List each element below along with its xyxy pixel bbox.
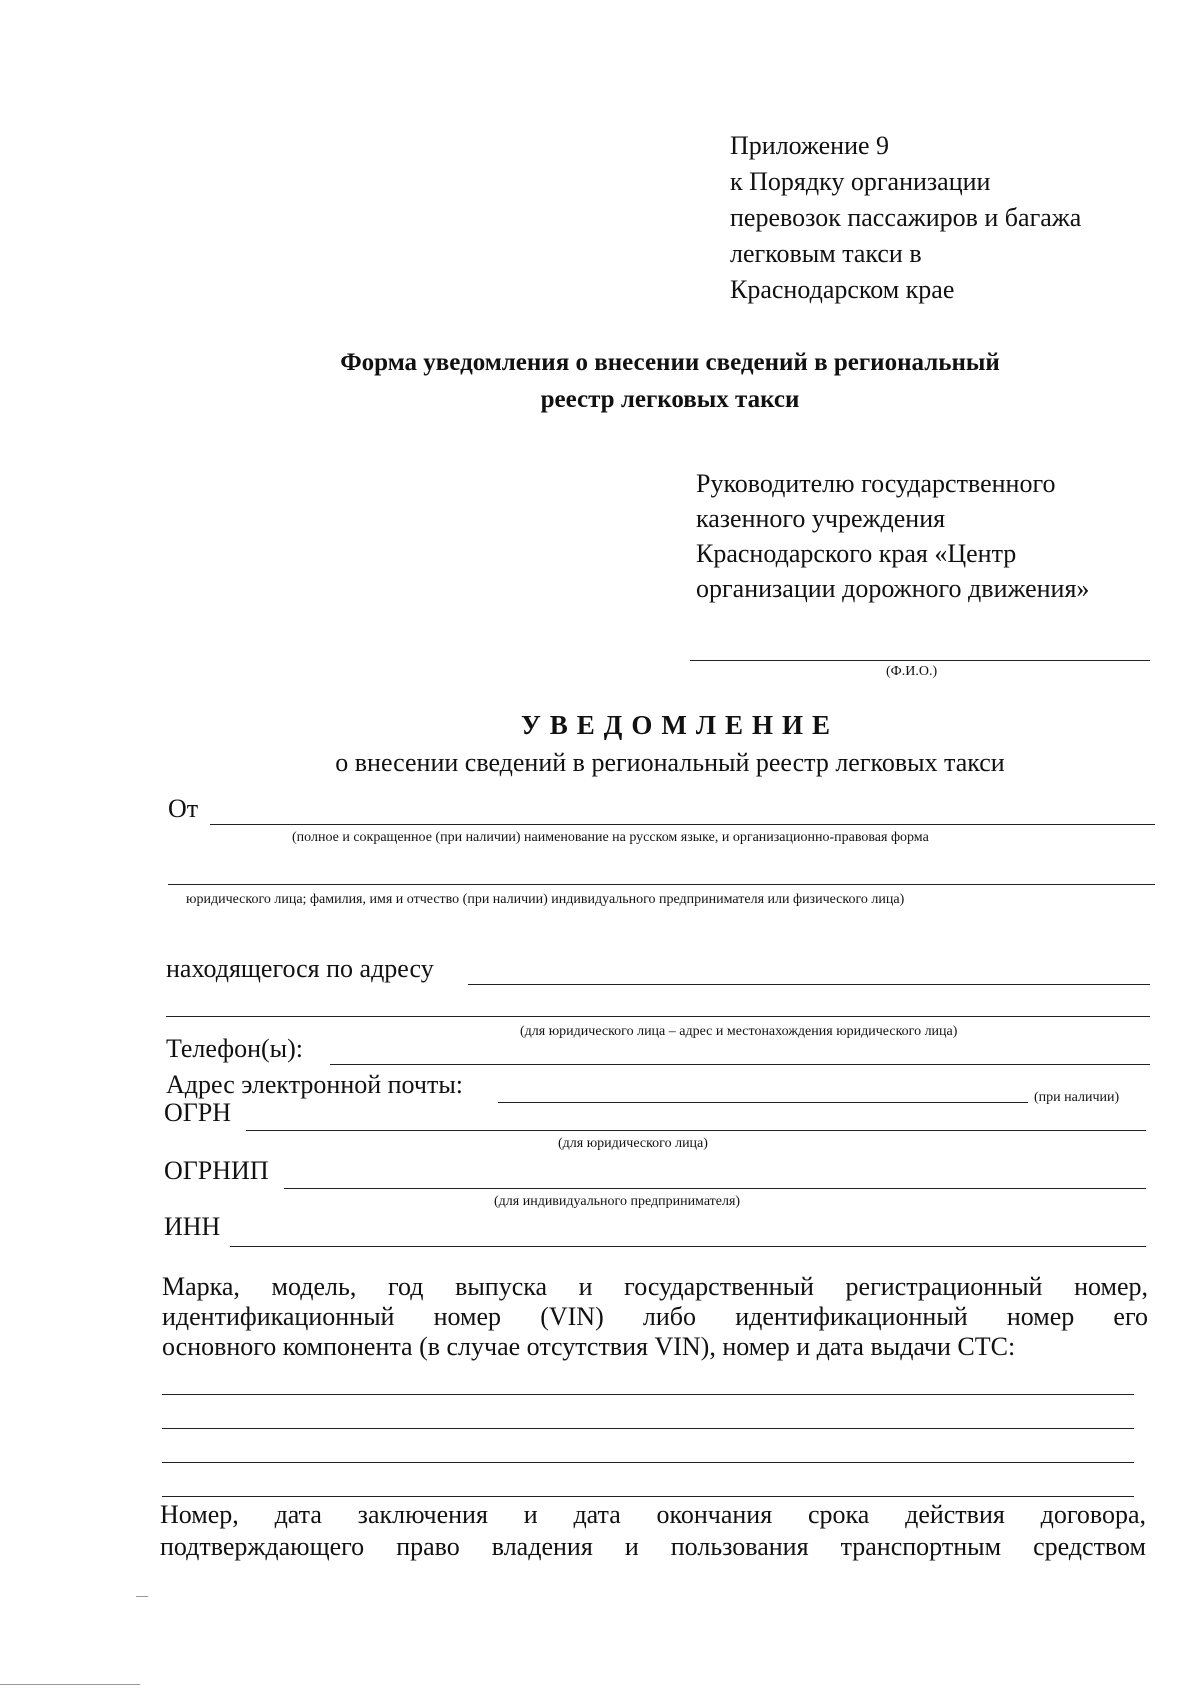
phone-line[interactable] (330, 1064, 1150, 1065)
from-line-1[interactable] (210, 824, 1155, 825)
fio-hint: (Ф.И.О.) (886, 664, 938, 679)
email-line[interactable] (498, 1102, 1028, 1103)
vehicle-paragraph-line1: Марка, модель, год выпуска и государственный регистрационный номер, (162, 1272, 1148, 1301)
scan-artifact (0, 1684, 140, 1685)
form-title (240, 344, 1100, 418)
notice-subtitle: о внесении сведений в региональный реестр легковых такси (335, 748, 1005, 777)
vehicle-paragraph-line2: идентификационный номер (VIN) либо идентификационный номер его (162, 1302, 1148, 1331)
from-hint-2: юридического лица; фамилия, имя и отчество (при наличии) индивидуального предпринимателя или физического лица) (186, 892, 905, 907)
ogrnip-label: ОГРНИП (164, 1156, 269, 1185)
notice-title: УВЕДОМЛЕНИЕ (520, 710, 840, 740)
vehicle-line-1[interactable] (162, 1394, 1134, 1395)
contract-paragraph-line1: Номер, дата заключения и дата окончания срока действия договора, (160, 1500, 1146, 1529)
phone-label: Телефон(ы): (166, 1034, 304, 1063)
ogrn-line[interactable] (246, 1130, 1146, 1131)
vehicle-line-3[interactable] (162, 1462, 1134, 1463)
addressee-line: организации дорожного движения» (696, 574, 1090, 603)
appendix-line: перевозок пассажиров и багажа (730, 203, 1082, 232)
appendix-line: к Порядку организации (730, 167, 991, 196)
ogrnip-hint: (для индивидуального предпринимателя) (494, 1194, 741, 1209)
fio-line[interactable] (690, 660, 1150, 661)
appendix-reference (730, 128, 1081, 308)
from-label: От (168, 794, 199, 823)
addressee-line: Краснодарского края «Центр (696, 539, 1017, 568)
address-label: находящегося по адресу (166, 954, 434, 983)
appendix-line: Приложение 9 (730, 131, 890, 160)
addressee-block (696, 466, 1089, 606)
scan-artifact (136, 1596, 148, 1597)
from-line-2[interactable] (168, 884, 1155, 885)
vehicle-line-4[interactable] (162, 1496, 1134, 1497)
vehicle-paragraph-line3: основного компонента (в случае отсутствия VIN), номер и дата выдачи СТС: (162, 1332, 1016, 1361)
addressee-line: Руководителю государственного (696, 469, 1056, 498)
appendix-line: Краснодарском крае (730, 275, 955, 304)
appendix-line: легковым такси в (730, 239, 922, 268)
form-title-line2: реестр легковых такси (540, 386, 800, 413)
inn-label: ИНН (164, 1212, 221, 1241)
form-title-line1: Форма уведомления о внесении сведений в региональный (340, 349, 1000, 376)
address-hint: (для юридического лица – адрес и местонахождения юридического лица) (520, 1024, 958, 1039)
ogrnip-line[interactable] (284, 1188, 1146, 1189)
ogrn-hint: (для юридического лица) (558, 1136, 708, 1151)
from-hint-1: (полное и сокращенное (при наличии) наименование на русском языке, и организационно-правовая форма (292, 830, 929, 845)
inn-line[interactable] (230, 1246, 1146, 1247)
vehicle-line-2[interactable] (162, 1428, 1134, 1429)
email-label: Адрес электронной почты: (166, 1070, 464, 1099)
contract-paragraph-line2: подтверждающего право владения и пользования транспортным средством (160, 1532, 1146, 1561)
address-line-2[interactable] (166, 1016, 1150, 1017)
address-line-1[interactable] (468, 984, 1150, 985)
ogrn-label: ОГРН (164, 1098, 232, 1127)
addressee-line: казенного учреждения (696, 504, 946, 533)
email-hint: (при наличии) (1034, 1090, 1120, 1105)
